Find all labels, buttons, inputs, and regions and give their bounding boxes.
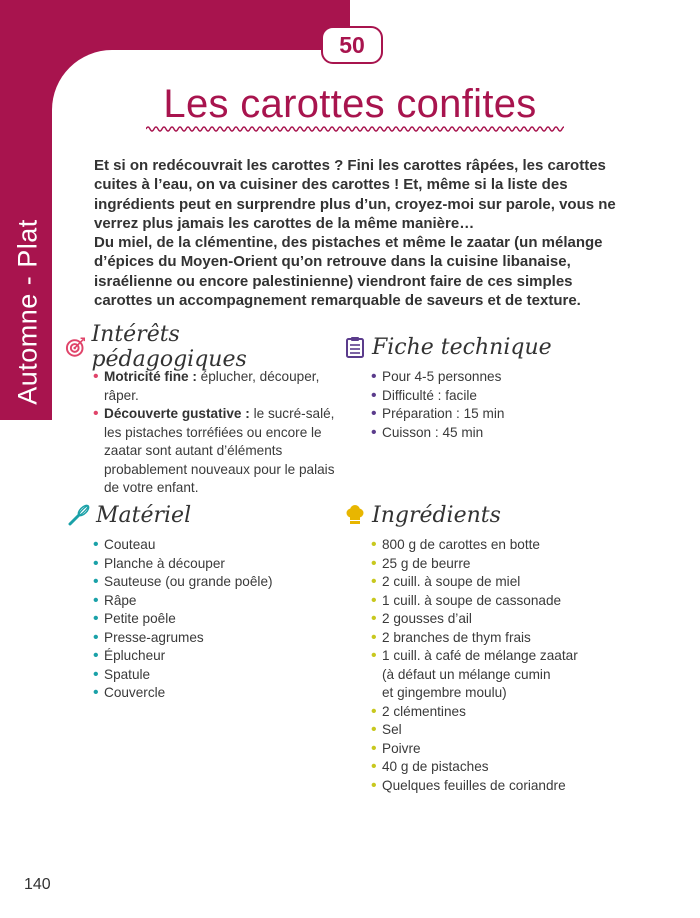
fiche-list — [371, 368, 644, 442]
bullet-dot: • — [371, 758, 377, 775]
list-item: • Cuisson : 45 min — [371, 423, 484, 441]
bullet-dot: • — [371, 628, 377, 646]
interets-list — [93, 368, 336, 498]
item-text: Préparation : 15 min — [382, 406, 505, 421]
list-item: • Difficulté : facile — [371, 386, 477, 404]
materiel-list — [93, 536, 338, 703]
list-item — [93, 629, 338, 648]
bullet-dot: • — [371, 573, 377, 590]
item-text: 2 branches de thym frais — [382, 629, 531, 645]
section-title: Fiche technique — [372, 334, 552, 360]
list-item — [371, 536, 644, 555]
section-title: Matériel — [96, 502, 192, 528]
item-text: 40 g de pistaches — [382, 759, 489, 774]
bullet-dot: • — [93, 628, 99, 646]
list-item — [93, 610, 338, 629]
intro-paragraph-2: Du miel, de la clémentine, des pistaches et même le zaatar (un mélange d’épices du Moyen-Orient qu’on retrouve dans la cuisine libanaise, israélienne ou encore palestinienne) viendront faire de ces simples carottes un accompagnement remarquable de saveurs et de texture. — [94, 234, 603, 310]
list-item — [93, 573, 338, 592]
item-text: Sel — [382, 722, 402, 737]
bullet-dot: • — [93, 591, 99, 609]
list-item — [371, 629, 644, 648]
recipe-number-badge: 50 — [321, 26, 383, 64]
section-interets — [64, 322, 336, 498]
list-item — [371, 666, 644, 685]
section-header — [68, 498, 338, 532]
bullet-dot: • — [93, 647, 99, 664]
item-text: 2 cuill. à soupe de miel — [382, 574, 521, 589]
section-fiche — [344, 330, 644, 442]
bullet-dot: • — [371, 536, 377, 553]
item-text: le sucré-salé, les pistaches torréfiées ou encore le zaatar sont autant d’éléments probablement nouveaux pour le palais de votre enfant. — [104, 406, 335, 495]
item-text: et gingembre moulu) — [382, 685, 507, 700]
category-label — [4, 212, 52, 412]
item-label: Découverte gustative : — [104, 406, 250, 421]
bullet-dot: • — [93, 573, 99, 590]
section-header — [344, 330, 644, 364]
bullet-dot: • — [371, 647, 377, 664]
list-item — [371, 592, 644, 611]
bullet-dot: • — [371, 776, 377, 794]
section-header — [344, 498, 644, 532]
list-item — [93, 666, 338, 685]
section-title: Ingrédients — [372, 502, 501, 528]
item-text: (à défaut un mélange cumin — [382, 666, 551, 682]
list-item — [93, 536, 338, 555]
list-item: • Préparation : 15 min — [371, 405, 505, 422]
target-icon — [64, 336, 85, 358]
list-item — [371, 703, 644, 722]
list-item: • Découverte gustative : le sucré-salé, les pistaches torréfiées ou encore le zaatar sont autant d’éléments probablement nouveaux pour le palais de votre enfant. — [93, 405, 335, 495]
section-title: Intérêts pédagogiques — [91, 322, 247, 372]
page-number: 140 — [24, 876, 51, 893]
list-item — [371, 740, 644, 759]
item-text: Sauteuse (ou grande poêle) — [104, 574, 273, 589]
list-item — [371, 777, 644, 796]
item-text: Pour 4-5 personnes — [382, 369, 502, 384]
item-text: Éplucheur — [104, 648, 166, 663]
bullet-dot: • — [93, 665, 99, 683]
item-text: 1 cuill. à café de mélange zaatar — [382, 648, 578, 663]
item-text: Quelques feuilles de coriandre — [382, 777, 566, 793]
section-ingredients — [344, 498, 644, 795]
bullet-dot: • — [371, 721, 377, 738]
item-text: 2 gousses d’ail — [382, 611, 472, 626]
list-item — [93, 555, 338, 574]
category-label-text: Automne - Plat — [12, 219, 43, 405]
bullet-dot: • — [93, 610, 99, 627]
item-text: 1 cuill. à soupe de cassonade — [382, 592, 562, 608]
section-header — [64, 322, 336, 372]
list-item: • Pour 4-5 personnes — [371, 368, 502, 385]
list-item — [371, 647, 644, 666]
item-text: 800 g de carottes en botte — [382, 537, 540, 552]
item-text: éplucher, découper, râper. — [104, 369, 320, 403]
clipboard-icon — [344, 336, 366, 358]
item-text: Poivre — [382, 740, 421, 756]
list-item: • Motricité fine : éplucher, découper, râper. — [93, 368, 320, 403]
item-text: Spatule — [104, 666, 151, 682]
item-text: 2 clémentines — [382, 703, 466, 719]
intro-paragraph-1: Et si on redécouvrait les carottes ? Fini les carottes râpées, les carottes cuites à l’eau, on va cuisiner des carottes ! Et, même si la liste des ingrédients peut en surprendre plus d’un, croyez-moi sur parole, vous ne verrez plus jamais les carottes de la même manière… — [94, 157, 616, 232]
chef-hat-icon — [344, 504, 366, 526]
item-text: 25 g de beurre — [382, 555, 471, 571]
bullet-dot: • — [93, 536, 99, 553]
item-text: Presse-agrumes — [104, 629, 204, 645]
item-text: Planche à découper — [104, 555, 225, 571]
bullet-dot: • — [371, 610, 377, 627]
list-item — [93, 592, 338, 611]
list-item — [93, 647, 338, 666]
list-item — [371, 555, 644, 574]
bullet-dot: • — [371, 554, 377, 572]
item-text: Couteau — [104, 537, 156, 552]
intro-text — [94, 156, 624, 310]
item-text: Petite poêle — [104, 611, 176, 626]
list-item — [371, 610, 644, 629]
item-text: Couvercle — [104, 685, 166, 700]
bullet-dot: • — [371, 739, 377, 757]
item-text: Difficulté : facile — [382, 387, 477, 403]
item-text: Râpe — [104, 592, 137, 608]
list-item — [371, 721, 644, 740]
item-text: Cuisson : 45 min — [382, 424, 484, 440]
bullet-dot: • — [371, 702, 377, 720]
bullet-dot: • — [93, 684, 99, 701]
ingredients-list — [371, 536, 644, 795]
list-item — [93, 684, 338, 703]
bullet-dot: • — [371, 591, 377, 609]
page-title: Les carottes confites — [163, 82, 537, 126]
item-label: Motricité fine : — [104, 369, 197, 384]
list-item — [371, 573, 644, 592]
whisk-icon — [68, 504, 90, 526]
list-item — [371, 684, 644, 703]
title-underline-squiggle — [146, 124, 564, 134]
list-item — [371, 758, 644, 777]
section-materiel — [68, 498, 338, 703]
bullet-dot: • — [93, 554, 99, 572]
